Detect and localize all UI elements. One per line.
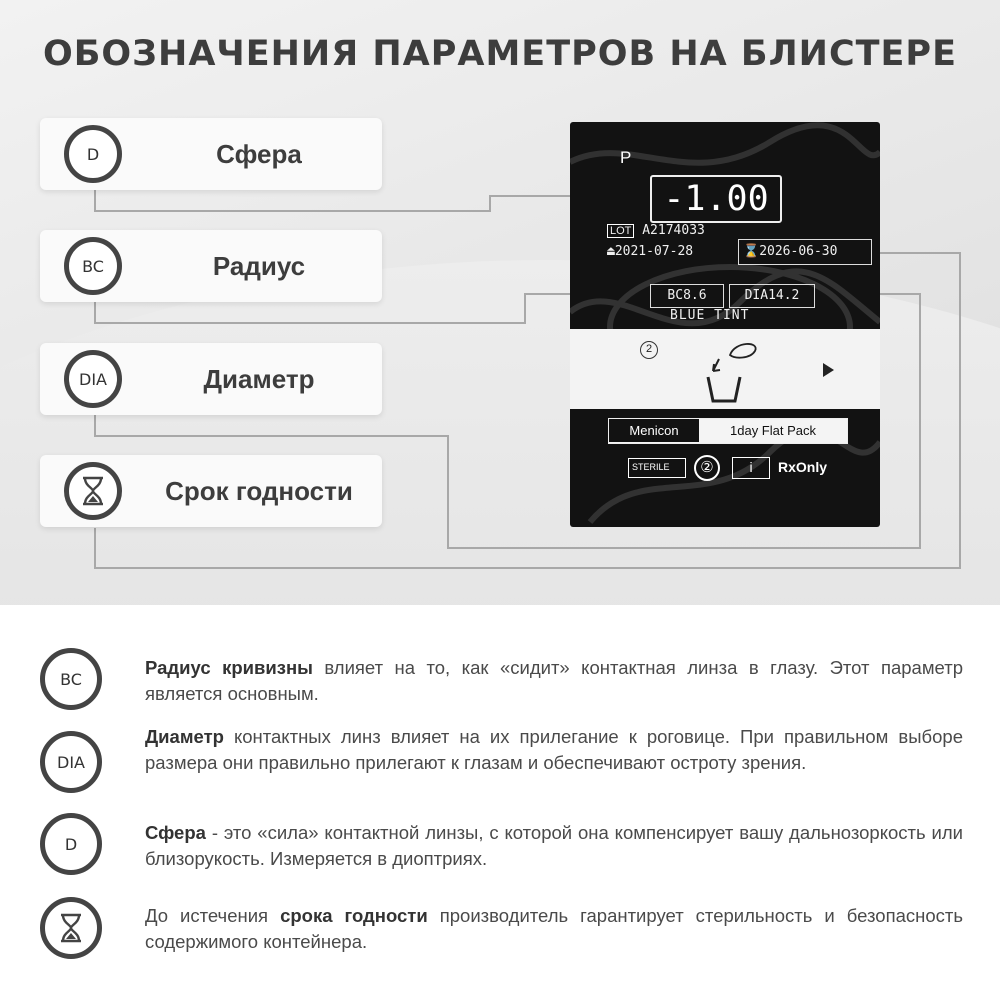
- description-diameter-text: контактных линз влияет на их прилегание к роговице. При правильном выборе размера они правильно прилегают к глазам и обеспечивают остроту зрения.: [145, 726, 963, 773]
- blister-p-mark: P: [620, 148, 632, 167]
- lot-tag: LOT: [607, 224, 634, 238]
- description-expiry-text: производитель гарантирует стерильность и безопасность содержимого контейнера.: [145, 905, 964, 952]
- product-name: 1day Flat Pack: [730, 423, 816, 438]
- description-expiry-term: срока годности: [280, 905, 428, 926]
- blister-brand-bar: [608, 418, 848, 444]
- peel-lens-icon: [705, 337, 765, 403]
- diameter-badge: DIA: [64, 350, 122, 408]
- param-label-radius: Радиус: [212, 251, 306, 281]
- factory-icon: ⏏: [607, 244, 615, 259]
- description-expiry-pre: До истечения: [145, 905, 281, 926]
- blister-mfg-date: [607, 244, 693, 259]
- instructions-icon: i: [732, 457, 770, 479]
- param-card-expiry: [40, 455, 382, 527]
- desc-badge-dia: DIA: [40, 731, 102, 793]
- description-radius-term: Радиус кривизны: [145, 657, 313, 678]
- blister-pack-image: [570, 122, 880, 527]
- param-card-sphere: [40, 118, 382, 190]
- description-diameter-term: Диаметр: [145, 726, 224, 747]
- mfg-date-value: 2021-07-28: [614, 244, 694, 259]
- blister-exp-date: [738, 239, 872, 265]
- description-sphere-term: Сфера: [145, 822, 206, 843]
- rx-only-label: RxOnly: [778, 459, 828, 475]
- blister-bc: BC8.6: [650, 284, 724, 308]
- hourglass-icon: [58, 913, 84, 943]
- lot-number: A2174033: [642, 223, 705, 238]
- blister-symbols: [628, 454, 838, 482]
- hourglass-icon: ⌛: [743, 244, 760, 259]
- sterile-icon: STERILE: [628, 458, 686, 478]
- desc-badge-expiry: [40, 897, 102, 959]
- page-title: ОБОЗНАЧЕНИЯ ПАРАМЕТРОВ НА БЛИСТЕРЕ: [43, 34, 957, 74]
- step-number: 2: [640, 341, 658, 359]
- sphere-badge: D: [64, 125, 122, 183]
- play-arrow-icon: [823, 363, 834, 377]
- param-label-expiry: Срок годности: [165, 476, 353, 506]
- blister-dia: DIA14.2: [729, 284, 815, 308]
- description-expiry: [145, 903, 963, 955]
- exp-date-value: 2026-06-30: [759, 244, 838, 259]
- expiry-badge: [64, 462, 122, 520]
- description-radius-text: влияет на то, как «сидит» контактная линза в глазу. Этот параметр является основным.: [145, 657, 963, 704]
- blister-power: -1.00: [650, 175, 782, 223]
- description-radius: [145, 655, 963, 707]
- brand-name: Menicon: [609, 419, 699, 442]
- blister-instruction-band: [570, 329, 880, 409]
- param-card-radius: [40, 230, 382, 302]
- no-reuse-icon: ②: [694, 455, 720, 481]
- description-diameter: [145, 724, 963, 776]
- blister-lot: [607, 223, 705, 238]
- hourglass-icon: [80, 476, 106, 506]
- connector-sphere: [95, 190, 650, 211]
- description-sphere: [145, 820, 963, 872]
- param-card-diameter: [40, 343, 382, 415]
- param-label-sphere: Сфера: [216, 139, 302, 169]
- radius-badge: BC: [64, 237, 122, 295]
- desc-badge-d: D: [40, 813, 102, 875]
- desc-badge-bc: BC: [40, 648, 102, 710]
- description-sphere-text: - это «сила» контактной линзы, с которой она компенсирует вашу дальнозоркость или близорукость. Измеряется в диоптриях.: [145, 822, 963, 869]
- param-label-diameter: Диаметр: [203, 364, 315, 394]
- blister-tint: BLUE TINT: [670, 308, 750, 323]
